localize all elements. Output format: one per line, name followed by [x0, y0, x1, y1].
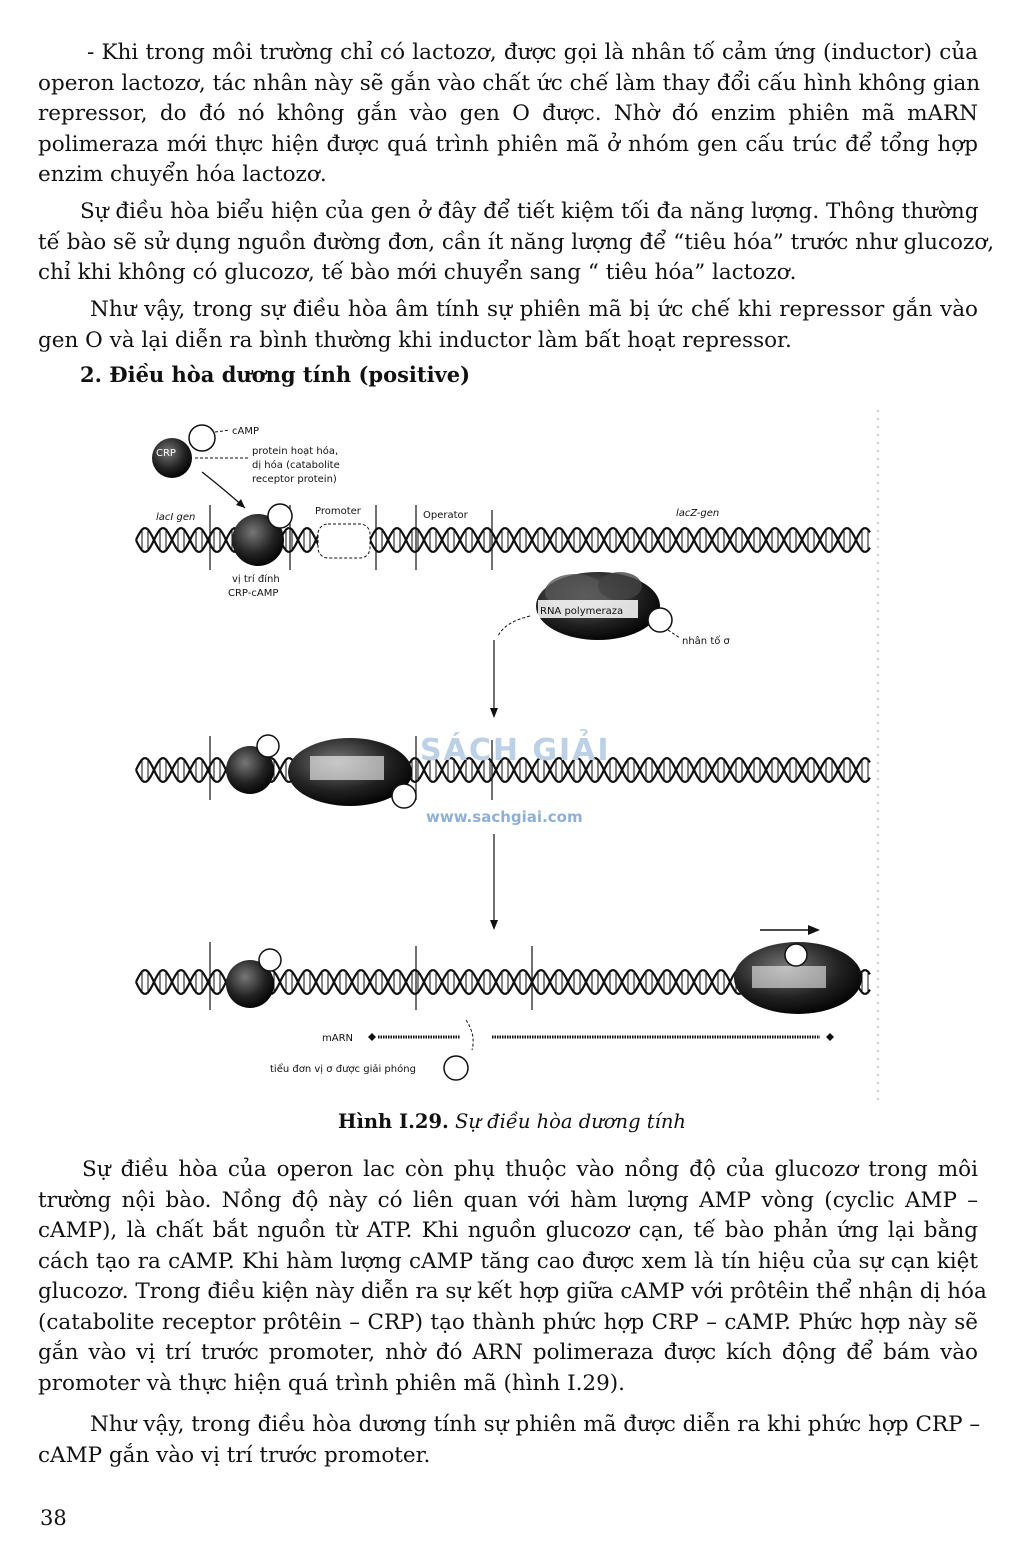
protein-label-3: receptor protein): [252, 474, 337, 485]
text-line: tế bào sẽ sử dụng nguồn đường đơn, cần ít năng lượng để “tiêu hóa” trước như glucozơ,: [38, 229, 995, 255]
operator-label: Operator: [423, 510, 468, 521]
text-line: cAMP gắn vào vị trí trước promoter.: [38, 1442, 431, 1468]
crp-label: CRP: [156, 448, 176, 459]
text-line: Sự điều hòa của operon lac còn phụ thuộc vào nồng độ của glucozơ trong môi: [82, 1157, 978, 1182]
sigma-label: nhân tố σ: [682, 636, 730, 647]
sigma-released: [444, 1056, 468, 1080]
connector: [498, 616, 530, 636]
marn-label: mARN: [322, 1033, 354, 1044]
crp-camp-complex: [152, 425, 230, 478]
caption-text: Sự điều hòa dương tính: [455, 1110, 686, 1133]
text-line: polimeraza mới thực hiện được quá trình phiên mã ở nhóm gen cấu trúc để tổng hợp: [38, 131, 978, 157]
rna-pol-label: RNA polymeraza: [540, 606, 624, 617]
text-line: Như vậy, trong sự điều hòa âm tính sự phiên mã bị ức chế khi repressor gắn vào: [90, 297, 978, 322]
promoter-label: Promoter: [315, 506, 361, 517]
text-line: chỉ khi không có glucozơ, tế bào mới chuyển sang “ tiêu hóa” lactozơ.: [38, 260, 797, 285]
paragraph-positive-summary: [38, 1410, 981, 1471]
text-line: Như vậy, trong điều hòa dương tính sự phiên mã được diễn ra khi phức hợp CRP –: [90, 1412, 981, 1437]
paragraph-energy-saving: [38, 197, 995, 289]
operon-diagram: [120, 410, 890, 1100]
released-label: tiểu đơn vị σ được giải phóng: [270, 1064, 416, 1075]
protein-label-2: dị hóa (catabolite: [252, 460, 340, 471]
caption-label: Hình I.29.: [338, 1110, 449, 1133]
protein-label-1: protein hoạt hóa,: [252, 446, 339, 457]
text-line: repressor, do đó nó không gắn vào gen O được. Nhờ đó enzim phiên mã mARN: [38, 101, 978, 126]
laci-label: lacI gen: [156, 512, 196, 523]
text-line: enzim chuyển hóa lactozơ.: [38, 162, 327, 187]
figure-caption: [0, 1110, 1024, 1133]
page-number: 38: [40, 1506, 67, 1530]
text-line: cAMP), là chất bắt nguồn từ ATP. Khi nguồn glucozơ cạn, tế bào phản ứng lại bằng: [38, 1218, 978, 1243]
text-line: promoter và thực hiện quá trình phiên mã (hình I.29).: [38, 1370, 625, 1396]
text-line: gen O và lại diễn ra bình thường khi inductor làm bất hoạt repressor.: [38, 327, 792, 353]
site-label-1: vị trí đính: [232, 574, 280, 585]
text-line: cách tạo ra cAMP. Khi hàm lượng cAMP tăng cao được xem là tín hiệu của sự cạn kiệt: [38, 1248, 978, 1274]
text-line: gắn vào vị trí trước promoter, nhờ đó ARN polimeraza được kích động để bám vào: [38, 1340, 978, 1365]
promoter-open: [318, 524, 370, 558]
text-line: (catabolite receptor prôtêin – CRP) tạo thành phức hợp CRP – cAMP. Phức hợp này sẽ: [38, 1309, 978, 1335]
camp-label: cAMP: [232, 426, 259, 437]
text-line: - Khi trong môi trường chỉ có lactozơ, được gọi là nhân tố cảm ứng (inductor) của: [87, 40, 978, 65]
watermark-url: www.sachgiai.com: [426, 808, 583, 826]
watermark-title: SÁCH GIẢI: [420, 733, 611, 768]
section-heading: 2. Điều hòa dương tính (positive): [80, 362, 471, 387]
text-line: glucozơ. Trong điều kiện này diễn ra sự kết hợp giữa cAMP với prôtêin thể nhận dị hóa: [38, 1279, 987, 1304]
text-line: Sự điều hòa biểu hiện của gen ở đây để tiết kiệm tối đa năng lượng. Thông thường: [80, 199, 979, 224]
site-label-2: CRP-cAMP: [228, 588, 279, 599]
camp-bound: [268, 504, 292, 528]
paragraph-inductor: [38, 38, 981, 191]
text-line: trường nội bào. Nồng độ này có liên quan với hàm lượng AMP vòng (cyclic AMP –: [38, 1187, 978, 1213]
lacz-label: lacZ-gen: [676, 508, 720, 519]
paragraph-negative-summary: [38, 295, 978, 356]
paragraph-glucose: [38, 1155, 987, 1399]
text-line: operon lactozơ, tác nhân này sẽ gắn vào chất ức chế làm thay đổi cấu hình không gian: [38, 70, 981, 96]
